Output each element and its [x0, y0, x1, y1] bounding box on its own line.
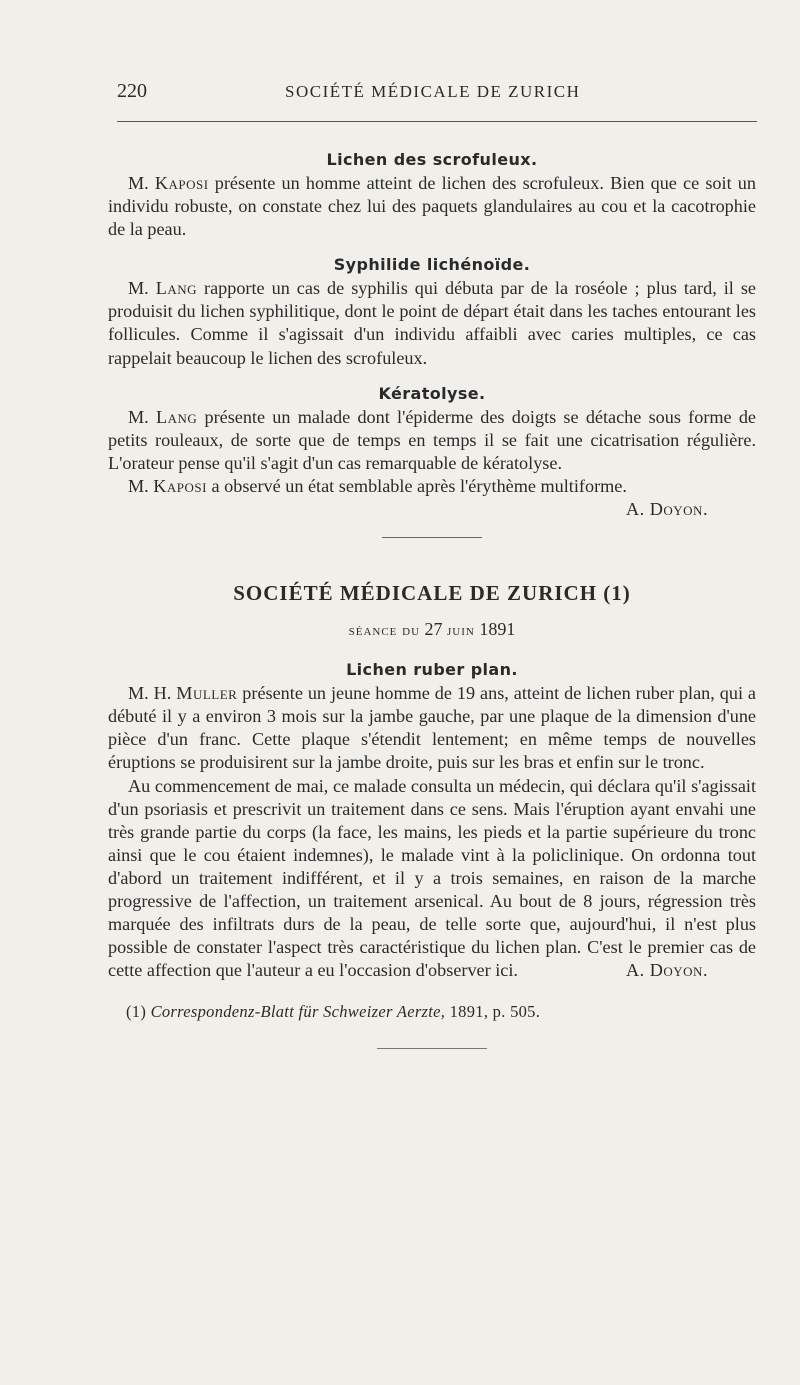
section-title-keratolyse: Kératolyse.: [378, 383, 486, 403]
author-name: Lang: [155, 278, 198, 299]
author-name: Lang: [155, 406, 198, 427]
section-title-syphilide: Syphilide lichénoïde.: [333, 255, 531, 275]
paragraph-muller: M. H. Muller présente un jeune homme de 19 ans, atteint de lichen ruber plan, qui a débuté il y a environ 3 mois sur la jambe gauche, par une plaque de la dimension d'une pièce d'un franc. Cette plaque s'étendit lentement; en même temps de nouvelles éruptions se produisirent sur la jambe droite, puis sur les bras et enfin sur le tronc.: [108, 683, 757, 773]
paragraph-lang-1: M. Lang rapporte un cas de syphilis qui débuta par de la roséole ; plus tard, il se produisit du lichen syphilitique, dont le point de départ était dans les taches entourant les follicules. Comme il s'agissait d'un individu affaibli avec caries multiples, ce cas rappelait beaucoup le lichen des scrofuleux.: [108, 278, 757, 368]
running-head: SOCIÉTÉ MÉDICALE DE ZURICH: [285, 82, 581, 101]
footnote: (1) Correspondenz-Blatt für Schweizer Aerzte, 1891, p. 505.: [126, 1002, 541, 1022]
society-title: SOCIÉTÉ MÉDICALE DE ZURICH (1): [233, 581, 631, 606]
header-rule: [117, 121, 757, 122]
paragraph-kaposi-1: M. Kaposi présente un homme atteint de lichen des scrofuleux. Bien que ce soit un individu robuste, on constate chez lui des paquets glandulaires au cou et la cacotrophie de la peau.: [108, 173, 756, 240]
signature: A. Doyon.: [626, 499, 708, 520]
separator-rule: [382, 537, 482, 538]
section-title-lichen-ruber: Lichen ruber plan.: [346, 660, 518, 680]
section-title-lichen-scrofuleux: Lichen des scrofuleux.: [326, 150, 538, 169]
author-name: Muller: [176, 683, 238, 704]
paragraph-commencement: Au commencement de mai, ce malade consulta un médecin, qui déclara qu'il s'agissait d'un psoriasis et prescrivit un traitement dans ce sens. Mais l'éruption ayant envahi une très grande partie du corps (la face, les mains, les pieds et la partie supérieure du tronc ainsi que le cou étaient indemnes), le malade vint à la policlinique. On ordonna tout d'abord un traitement indifférent, et il y a trois semaines, en raison de la marche progressive de l'affection, un traitement arsenical. Au bout de 8 jours, régression très marquée des infiltrats durs de la peau, de telle sorte que, aujourd'hui, il n'est plus possible de constater l'aspect très caractéristique du lichen plan. C'est le premier cas de cette affection que l'auteur a eu l'occasion d'observer ici.: [108, 775, 756, 981]
page-body: [108, 148, 756, 1049]
paragraph-lang-2: M. Lang présente un malade dont l'épiderme des doigts se détache sous forme de petits rouleaux, de sorte que de temps en temps il se fait une cicatrisation régulière. L'orateur pense qu'il s'agit d'un cas remarquable de kératolyse.: [108, 406, 756, 473]
author-name: Kaposi: [153, 475, 207, 496]
seance-line: séance du 27 juin 1891: [348, 619, 516, 640]
paragraph-kaposi-2: M. Kaposi a observé un état semblable après l'érythème multiforme.: [128, 475, 627, 496]
author-name: Kaposi: [154, 173, 209, 193]
page-number: 220: [117, 80, 147, 102]
bottom-separator-rule: [377, 1048, 487, 1049]
page-header: [117, 80, 757, 108]
signature: A. Doyon.: [626, 960, 708, 981]
footnote-journal: Correspondenz-Blatt für Schweizer Aerzte,: [150, 1002, 446, 1022]
